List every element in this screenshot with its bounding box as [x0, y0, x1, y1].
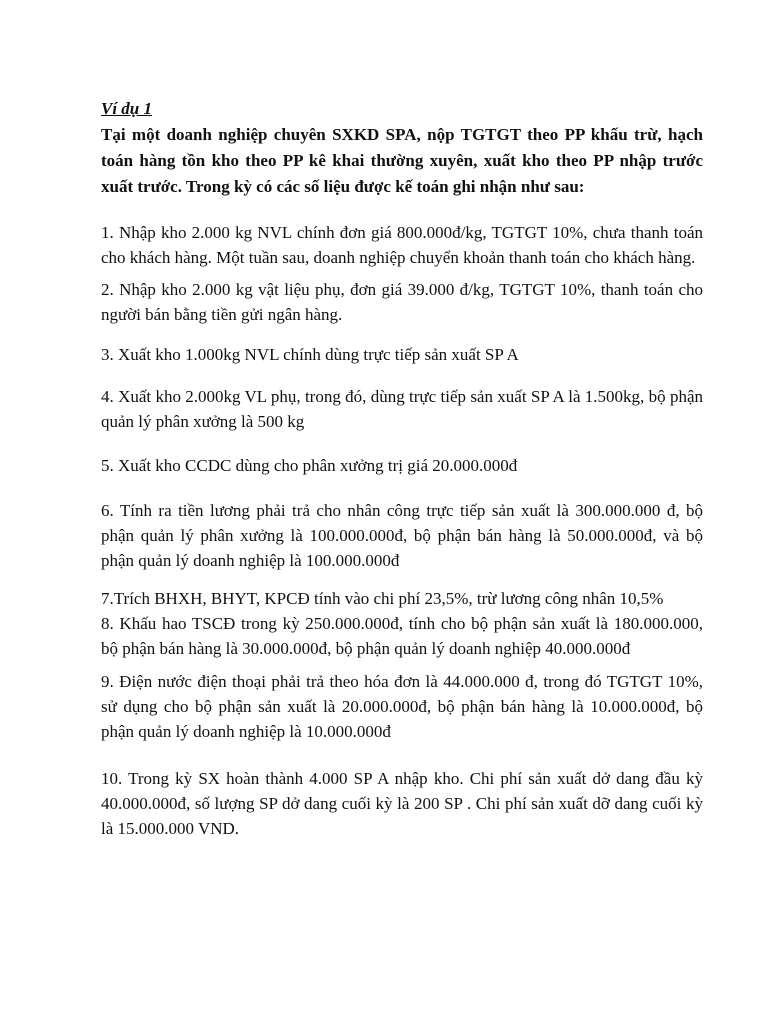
- list-item-8: 8. Khấu hao TSCĐ trong kỳ 250.000.000đ, tính cho bộ phận sản xuất là 180.000.000, bộ phận bán hàng là 30.000.000đ, bộ phận quản lý doanh nghiệp 40.000.000đ: [101, 614, 703, 658]
- list-item-10: 10. Trong kỳ SX hoàn thành 4.000 SP A nhập kho. Chi phí sản xuất dở dang đầu kỳ 40.000.000đ, số lượng SP dở dang cuối kỳ là 200 SP . Chi phí sản xuất dỡ dang cuối kỳ là 15.000.000 VND.: [101, 769, 703, 838]
- list-item-1: 1. Nhập kho 2.000 kg NVL chính đơn giá 800.000đ/kg, TGTGT 10%, chưa thanh toán cho khách hàng. Một tuần sau, doanh nghiệp chuyển khoản thanh toán cho khách hàng.: [101, 223, 703, 267]
- list-item-2: 2. Nhập kho 2.000 kg vật liệu phụ, đơn giá 39.000 đ/kg, TGTGT 10%, thanh toán cho người bán bằng tiền gửi ngân hàng.: [101, 280, 703, 324]
- list-item-7: 7.Trích BHXH, BHYT, KPCĐ tính vào chi phí 23,5%, trừ lương công nhân 10,5%: [101, 589, 664, 608]
- list-item-5: 5. Xuất kho CCDC dùng cho phân xưởng trị giá 20.000.000đ: [101, 456, 518, 475]
- problem-intro: Tại một doanh nghiệp chuyên SXKD SPA, nộp TGTGT theo PP khấu trừ, hạch toán hàng tồn kho theo PP kê khai thường xuyên, xuất kho theo PP nhập trước xuất trước. Trong kỳ có các số liệu được kế toán ghi nhận như sau:: [101, 125, 703, 196]
- list-item-6: 6. Tính ra tiền lương phải trả cho nhân công trực tiếp sản xuất là 300.000.000 đ, bộ phận quản lý phân xưởng là 100.000.000đ, bộ phận bán hàng là 50.000.000đ, và bộ phận quản lý doanh nghiệp là 100.000.000đ: [101, 501, 703, 570]
- list-item-4: 4. Xuất kho 2.000kg VL phụ, trong đó, dùng trực tiếp sản xuất SP A là 1.500kg, bộ phận quản lý phân xưởng là 500 kg: [101, 387, 703, 431]
- example-title: Ví dụ 1: [101, 99, 153, 118]
- document-page: [101, 96, 703, 841]
- list-item-9: 9. Điện nước điện thoại phải trả theo hóa đơn là 44.000.000 đ, trong đó TGTGT 10%, sử dụng cho bộ phận sản xuất là 20.000.000đ, bộ phận bán hàng là 10.000.000đ, bộ phận quản lý doanh nghiệp là 10.000.000đ: [101, 672, 703, 741]
- list-item-3: 3. Xuất kho 1.000kg NVL chính dùng trực tiếp sản xuất SP A: [101, 345, 519, 364]
